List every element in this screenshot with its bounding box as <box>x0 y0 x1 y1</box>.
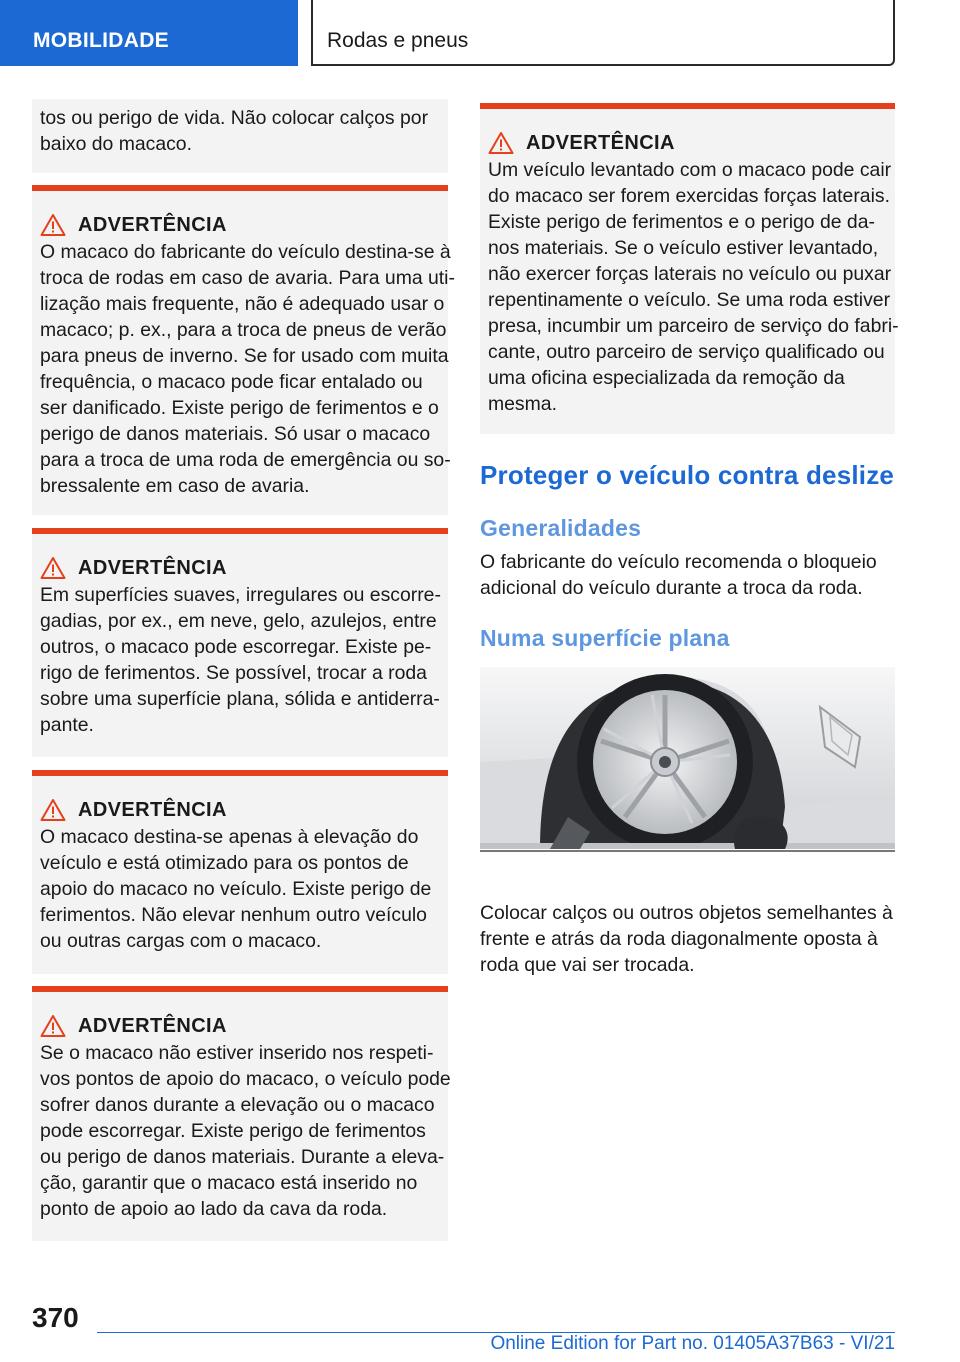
warning-line: do macaco ser forem exercidas forças laterais. <box>488 185 890 207</box>
warning-line: sobre uma superfície plana, sólida e antiderra- <box>40 688 440 710</box>
warning-text <box>40 239 455 499</box>
warning-line: outros, o macaco pode escorregar. Existe pe- <box>40 636 432 658</box>
warning-line: mesma. <box>488 393 557 415</box>
warning-line: perigo de danos materiais. Só usar o macaco <box>40 423 431 445</box>
warning-line: ferimentos. Não elevar nenhum outro veículo <box>40 904 427 926</box>
warning-line: lização mais frequente, não é adequado usar o <box>40 293 445 315</box>
warning-header <box>40 1014 442 1038</box>
figure-rule <box>480 850 895 852</box>
caption-line: roda que vai ser trocada. <box>480 954 695 976</box>
wheel-chock-image <box>480 667 895 849</box>
warning-box-right <box>480 103 899 434</box>
warning-line: rigo de ferimentos. Se possível, trocar a roda <box>40 662 427 684</box>
warning-line: Se o macaco não estiver inserido nos respeti- <box>40 1042 434 1064</box>
warning-line: para a troca de uma roda de emergência ou so- <box>40 449 451 471</box>
warning-line: não exercer forças laterais no veículo ou puxar <box>488 263 892 285</box>
warning-title: ADVERTÊNCIA <box>78 798 227 821</box>
page-number: 370 <box>32 1302 79 1333</box>
warning-line: uma oficina especializada da remoção da <box>488 367 845 389</box>
warning-line: nos materiais. Se o veículo estiver levantado, <box>488 237 879 259</box>
warning-triangle-icon <box>40 556 66 580</box>
warning-triangle-icon <box>40 1014 66 1038</box>
warning-box-2 <box>32 528 448 757</box>
warning-title: ADVERTÊNCIA <box>526 131 675 154</box>
warning-triangle-icon <box>40 213 66 237</box>
warning-text <box>40 824 442 954</box>
warning-triangle-icon <box>40 798 66 822</box>
paragraph-line: adicional do veículo durante a troca da roda. <box>480 577 863 599</box>
caption-line: frente e atrás da roda diagonalmente oposta à <box>480 928 878 950</box>
warning-title: ADVERTÊNCIA <box>78 556 227 579</box>
warning-box-3 <box>32 770 448 974</box>
warning-line: repentinamente o veículo. Se uma roda estiver <box>488 289 891 311</box>
intro-box <box>32 99 448 173</box>
warning-line: veículo e está otimizado para os pontos de <box>40 852 409 874</box>
warning-line: troca de rodas em caso de avaria. Para uma uti- <box>40 267 455 289</box>
warning-line: apoio do macaco no veículo. Existe perigo de <box>40 878 432 900</box>
warning-line: ou perigo de danos materiais. Durante a eleva- <box>40 1146 445 1168</box>
warning-line: sofrer danos durante a elevação ou o macaco <box>40 1094 435 1116</box>
warning-line: macaco; p. ex., para a troca de pneus de verão <box>40 319 447 341</box>
warning-text <box>40 582 442 738</box>
warning-line: presa, incumbir um parceiro de serviço do fabri- <box>488 315 899 337</box>
warning-box-1 <box>32 185 455 515</box>
subheading-superficie-plana: Numa superfície plana <box>480 625 730 651</box>
warning-line: Existe perigo de ferimentos e o perigo de da- <box>488 211 875 233</box>
intro-line: tos ou perigo de vida. Não colocar calços por <box>40 107 429 129</box>
warning-line: pante. <box>40 714 94 736</box>
warning-title: ADVERTÊNCIA <box>78 1014 227 1037</box>
warning-line: vos pontos de apoio do macaco, o veículo pode <box>40 1068 451 1090</box>
warning-line: pode escorregar. Existe perigo de ferimentos <box>40 1120 426 1142</box>
footer-edition: Online Edition for Part no. 01405A37B63 - VI/21 <box>490 1333 895 1354</box>
warning-line: ser danificado. Existe perigo de ferimentos e o <box>40 397 439 419</box>
warning-line: para pneus de inverno. Se for usado com muita <box>40 345 449 367</box>
warning-text <box>488 157 899 417</box>
warning-line: ção, garantir que o macaco está inserido no <box>40 1172 418 1194</box>
warning-text <box>40 1040 451 1222</box>
header-chapter-box <box>311 0 895 66</box>
warning-triangle-icon <box>488 131 514 155</box>
header-chapter-label: Rodas e pneus <box>327 29 469 52</box>
warning-line: cante, outro parceiro de serviço qualificado ou <box>488 341 885 363</box>
warning-header <box>40 213 442 237</box>
warning-line: bressalente em caso de avaria. <box>40 475 310 497</box>
warning-line: Em superfícies suaves, irregulares ou escorre- <box>40 584 441 606</box>
figure-caption <box>480 900 895 978</box>
warning-line: Um veículo levantado com o macaco pode cair <box>488 159 892 181</box>
warning-line: ponto de apoio ao lado da cava da roda. <box>40 1198 388 1220</box>
warning-line: ou outras cargas com o macaco. <box>40 930 322 952</box>
intro-line: baixo do macaco. <box>40 133 192 155</box>
warning-header <box>488 131 889 155</box>
warning-line: frequência, o macaco pode ficar entalado ou <box>40 371 423 393</box>
warning-header <box>40 556 442 580</box>
paragraph-line: O fabricante do veículo recomenda o bloqueio <box>480 551 877 573</box>
warning-line: O macaco do fabricante do veículo destina-se à <box>40 241 451 263</box>
subheading-generalidades: Generalidades <box>480 515 642 541</box>
warning-header <box>40 798 442 822</box>
caption-line: Colocar calços ou outros objetos semelhantes à <box>480 902 893 924</box>
header-section-tab <box>0 0 298 66</box>
warning-line: O macaco destina-se apenas à elevação do <box>40 826 419 848</box>
header-section-label: MOBILIDADE <box>33 29 169 52</box>
warning-title: ADVERTÊNCIA <box>78 213 227 236</box>
paragraph-generalidades <box>480 549 895 601</box>
section-heading: Proteger o veículo contra deslize <box>480 460 895 490</box>
warning-box-4 <box>32 986 451 1241</box>
wheel-chock-illustration <box>480 667 895 849</box>
warning-line: gadias, por ex., em neve, gelo, azulejos, entre <box>40 610 437 632</box>
